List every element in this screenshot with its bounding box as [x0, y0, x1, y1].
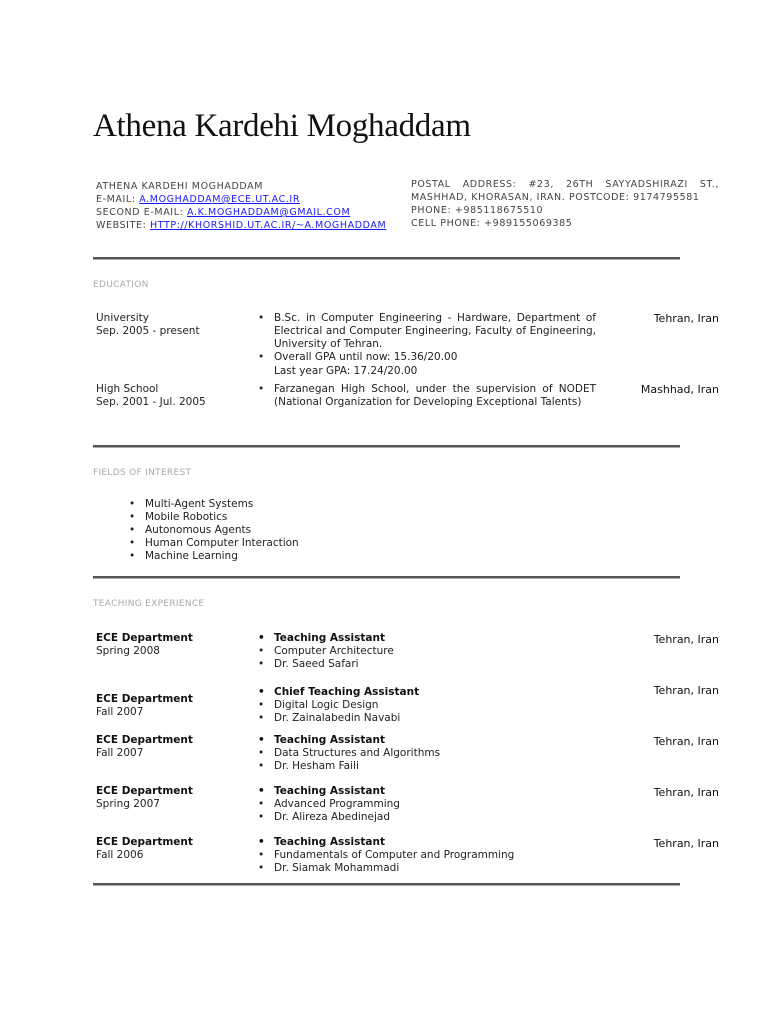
list-item: • Machine Learning — [129, 550, 299, 563]
role: • Chief Teaching Assistant — [258, 686, 419, 699]
divider — [93, 257, 680, 260]
divider — [93, 445, 680, 448]
teaching-details — [258, 734, 440, 773]
list-item: • B.Sc. in Computer Engineering - Hardware, Department of Electrical and Computer Engineering, Faculty of Engineering, University of Tehran. — [258, 312, 596, 351]
role: • Teaching Assistant — [258, 836, 514, 849]
website-label: WEBSITE: — [96, 220, 151, 231]
address-block — [411, 178, 719, 230]
term: Fall 2007 — [96, 747, 144, 759]
email-line — [96, 193, 386, 206]
interests-list — [129, 498, 299, 563]
website-line — [96, 219, 386, 232]
dates: Sep. 2001 - Jul. 2005 — [96, 396, 206, 408]
list-item: • Multi-Agent Systems — [129, 498, 299, 511]
teaching-entry — [96, 632, 193, 658]
course: • Digital Logic Design — [258, 699, 419, 712]
education-details-highschool — [258, 383, 596, 409]
education-entry-highschool — [96, 383, 206, 409]
term: Fall 2007 — [96, 706, 144, 718]
contact-name: ATHENA KARDEHI MOGHADDAM — [96, 181, 264, 192]
instructor: • Dr. Alireza Abedinejad — [258, 811, 400, 824]
teaching-details — [258, 836, 514, 875]
cell-phone: CELL PHONE: +989155069385 — [411, 218, 573, 229]
section-title-teaching: TEACHING EXPERIENCE — [93, 599, 205, 609]
location: Tehran, Iran — [653, 684, 719, 697]
location: Tehran, Iran — [653, 837, 719, 850]
teaching-entry — [96, 785, 193, 811]
course: • Computer Architecture — [258, 645, 394, 658]
divider — [93, 883, 680, 886]
list-item: • Overall GPA until now: 15.36/20.00 — [258, 351, 596, 364]
instructor: • Dr. Hesham Faili — [258, 760, 440, 773]
department: ECE Department — [96, 785, 193, 797]
postal-line-1: POSTAL ADDRESS: #23, 26TH SAYYADSHIRAZI ST., — [411, 179, 719, 190]
course: • Data Structures and Algorithms — [258, 747, 440, 760]
term: Fall 2006 — [96, 849, 144, 861]
institution: High School — [96, 383, 159, 395]
email-link[interactable]: A.MOGHADDAM@ECE.UT.AC.IR — [139, 194, 301, 205]
last-year-gpa: Last year GPA: 17.24/20.00 — [274, 365, 418, 377]
location: Tehran, Iran — [653, 312, 719, 325]
education-entry-university — [96, 312, 200, 338]
education-details-university — [258, 312, 596, 364]
location: Mashhad, Iran — [640, 383, 719, 396]
divider — [93, 576, 680, 579]
section-title-interests: FIELDS OF INTEREST — [93, 468, 192, 478]
course: • Advanced Programming — [258, 798, 400, 811]
term: Spring 2007 — [96, 798, 160, 810]
teaching-entry — [96, 693, 193, 719]
instructor: • Dr. Saeed Safari — [258, 658, 394, 671]
department: ECE Department — [96, 836, 193, 848]
contact-block — [96, 180, 386, 232]
teaching-details — [258, 632, 394, 671]
instructor: • Dr. Siamak Mohammadi — [258, 862, 514, 875]
teaching-entry — [96, 734, 193, 760]
instructor: • Dr. Zainalabedin Navabi — [258, 712, 419, 725]
list-item: • Farzanegan High School, under the supervision of NODET (National Organization for Developing Exceptional Talents) — [258, 383, 596, 409]
postal-line-2: MASHHAD, KHORASAN, IRAN. POSTCODE: 9174795581 — [411, 192, 700, 203]
list-item: • Mobile Robotics — [129, 511, 299, 524]
website-link[interactable]: HTTP://KHORSHID.UT.AC.IR/~A.MOGHADDAM — [150, 220, 387, 231]
teaching-details — [258, 785, 400, 824]
dates: Sep. 2005 - present — [96, 325, 200, 337]
location: Tehran, Iran — [653, 735, 719, 748]
second-email-link[interactable]: A.K.MOGHADDAM@GMAIL.COM — [187, 207, 351, 218]
email-label: E-MAIL: — [96, 194, 140, 205]
location: Tehran, Iran — [653, 786, 719, 799]
role: • Teaching Assistant — [258, 632, 394, 645]
teaching-details — [258, 686, 419, 725]
course: • Fundamentals of Computer and Programming — [258, 849, 514, 862]
department: ECE Department — [96, 734, 193, 746]
section-title-education: EDUCATION — [93, 280, 149, 290]
phone: PHONE: +985118675510 — [411, 205, 544, 216]
teaching-entry — [96, 836, 193, 862]
role: • Teaching Assistant — [258, 734, 440, 747]
department: ECE Department — [96, 632, 193, 644]
second-email-label: SECOND E-MAIL: — [96, 207, 188, 218]
page-title: Athena Kardehi Moghaddam — [93, 108, 471, 144]
institution: University — [96, 312, 149, 324]
role: • Teaching Assistant — [258, 785, 400, 798]
term: Spring 2008 — [96, 645, 160, 657]
department: ECE Department — [96, 693, 193, 705]
location: Tehran, Iran — [653, 633, 719, 646]
second-email-line — [96, 206, 386, 219]
list-item: • Human Computer Interaction — [129, 537, 299, 550]
list-item: • Autonomous Agents — [129, 524, 299, 537]
